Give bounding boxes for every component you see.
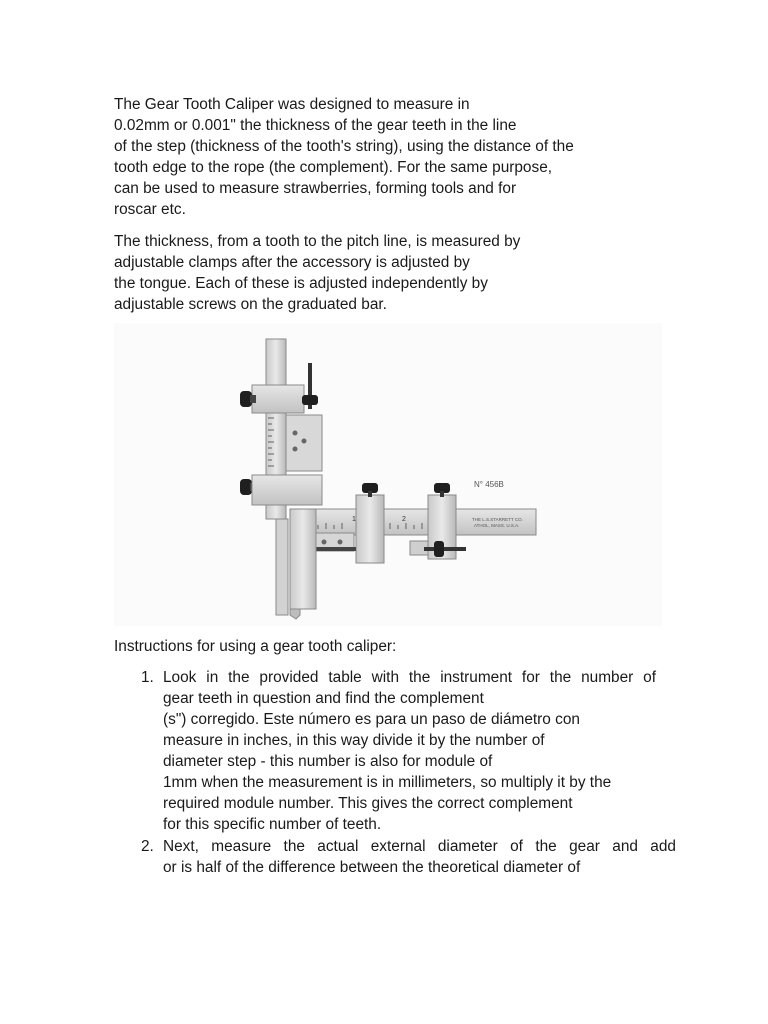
- intro-paragraph: [114, 94, 624, 220]
- instructions-heading: Instructions for using a gear tooth caliper:: [114, 638, 397, 655]
- middle-slide: [252, 475, 322, 505]
- text-line: 1mm when the measurement is in millimeters, so multiply it by the: [163, 774, 612, 791]
- list-number: 1.: [141, 669, 154, 686]
- text-line: measure in inches, in this way divide it by the number of: [163, 732, 545, 749]
- list-item: [163, 688, 676, 835]
- list-item-first-line: Next, measure the actual external diameter of the gear and add: [163, 838, 676, 855]
- scale-number: 1: [352, 516, 356, 523]
- text-line: The thickness, from a tooth to the pitch line, is measured by: [114, 233, 521, 250]
- text-line: (s") corregido. Este número es para un paso de diámetro con: [163, 711, 580, 728]
- measuring-tip: [290, 609, 300, 619]
- list-item: [163, 857, 676, 878]
- text-line: 0.02mm or 0.001" the thickness of the gear teeth in the line: [114, 117, 517, 134]
- text-line: of the step (thickness of the tooth's string), using the distance of the: [114, 138, 574, 155]
- text-line: required module number. This gives the correct complement: [163, 795, 573, 812]
- thickness-paragraph: [114, 231, 624, 315]
- maker-label: THE L.S.STARRETT CO.: [472, 517, 523, 522]
- scale-number: 2: [402, 516, 406, 523]
- text-line: roscar etc.: [114, 201, 186, 218]
- text-line: diameter step - this number is also for module of: [163, 753, 493, 770]
- gear-tooth-caliper-photo: [114, 323, 662, 626]
- text-line: or is half of the difference between the theoretical diameter of: [163, 859, 581, 876]
- horizontal-adjust-screw[interactable]: [424, 547, 466, 551]
- top-slide: [252, 385, 304, 413]
- text-line: adjustable clamps after the accessory is adjusted by: [114, 254, 470, 271]
- text-line: can be used to measure strawberries, forming tools and for: [114, 180, 517, 197]
- maker-location: ATHOL, MASS. U.S.A.: [474, 523, 520, 528]
- text-line: for this specific number of teeth.: [163, 816, 382, 833]
- left-jaw-block: [356, 495, 384, 563]
- horizontal-bar: [300, 509, 536, 535]
- text-line: gear teeth in question and find the complement: [163, 690, 484, 707]
- text-line: The Gear Tooth Caliper was designed to measure in: [114, 96, 470, 113]
- list-number: 2.: [141, 838, 154, 855]
- text-line: tooth edge to the rope (the complement). For the same purpose,: [114, 159, 553, 176]
- list-item-first-line: Look in the provided table with the instrument for the number of: [163, 669, 656, 686]
- lower-jaw: [290, 509, 316, 609]
- text-line: the tongue. Each of these is adjusted independently by: [114, 275, 488, 292]
- text-line: adjustable screws on the graduated bar.: [114, 296, 387, 313]
- caliper-illustration: [114, 323, 662, 626]
- model-label: N° 456B: [474, 480, 504, 489]
